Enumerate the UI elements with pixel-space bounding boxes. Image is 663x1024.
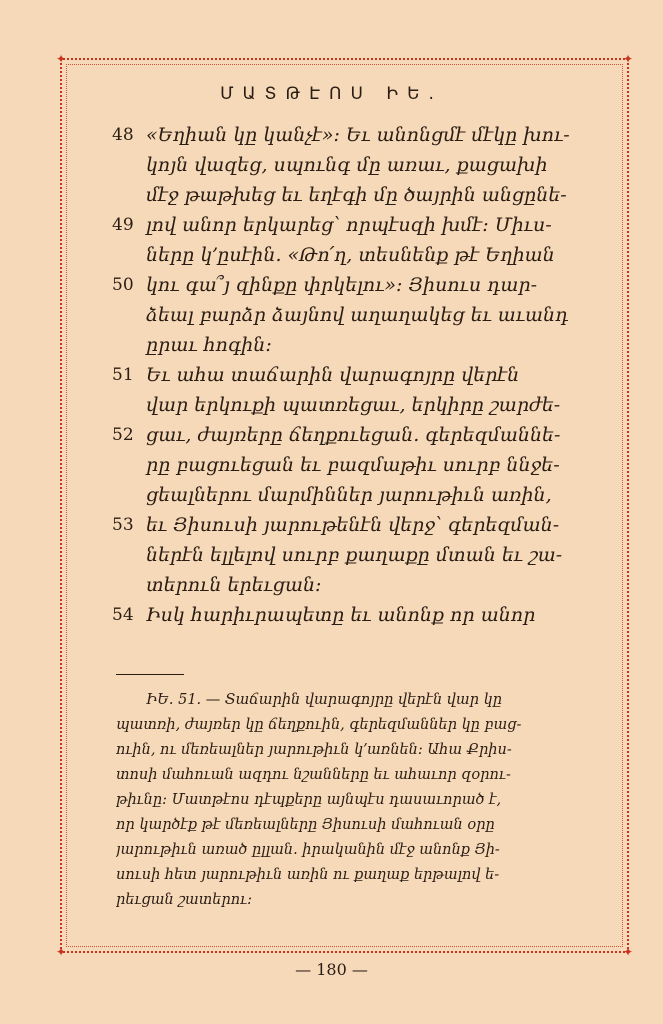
verse-line xyxy=(112,600,582,630)
verse-line-text: լով անոր երկարեց՝ որպէսզի խմէ։ Միւս- xyxy=(146,214,552,236)
verse-number: 52 xyxy=(112,425,134,445)
footnote-line: ուին, ու մեռեալներ յարութիւն կ՚առնեն։ Ահա Քրիս- xyxy=(116,742,512,758)
page-title: ՄԱՏԹԷՈՍ ԻԵ. xyxy=(220,84,443,104)
footnote-line: թիւնը։ Մատթէոս դէպքերը այնպէս դասաւորած է, xyxy=(116,792,502,808)
verse-line xyxy=(112,420,582,450)
verse-line-text: կու գա՞յ զինքը փրկելու»։ Յիսուս դար- xyxy=(146,274,538,296)
verse-line-text: վար երկուքի պատռեցաւ, երկիրը շարժե- xyxy=(146,394,561,416)
corner-ornament-icon: ✦ xyxy=(623,52,634,66)
corner-ornament-icon: ✦ xyxy=(56,52,67,66)
verse-number: 53 xyxy=(112,515,134,535)
verse-line xyxy=(112,210,582,240)
footnote-line: տոսի մահուան ազդու նշանները եւ ահաւոր զօրու- xyxy=(116,767,511,783)
footnote xyxy=(116,688,586,913)
verse-number: 48 xyxy=(112,125,134,145)
verse-line xyxy=(112,270,582,300)
footnote-line: սուսի հետ յարութիւն առին ու քաղաք երթալով ե- xyxy=(116,867,500,883)
verse-text xyxy=(112,120,582,630)
verse-line-text: ներէն ելլելով սուրբ քաղաքը մտան եւ շա- xyxy=(146,544,563,566)
verse-number: 54 xyxy=(112,605,134,625)
verse-line xyxy=(112,480,582,510)
verse-line xyxy=(112,120,582,150)
footnote-line: որ կարծէք թէ մեռեալները Յիսուսի մահուան օրը xyxy=(116,817,495,833)
footnote-line: պատռի, ժայռեր կը ճեղքուին, գերեզմաններ կը բաց- xyxy=(116,717,522,733)
verse-line-text: «Եղիան կը կանչէ»։ Եւ անոնցմէ մէկը խու- xyxy=(146,124,570,146)
verse-line-text: ըրաւ հոգին։ xyxy=(146,334,272,356)
verse-line xyxy=(112,540,582,570)
verse-line xyxy=(112,300,582,330)
verse-line-text: ցաւ, ժայռերը ճեղքուեցան. գերեզմաննե- xyxy=(146,424,561,446)
footnote-line: ԻԵ. 51. — Տաճարին վարագոյրը վերէն վար կը xyxy=(146,692,502,708)
verse-number: 51 xyxy=(112,365,134,385)
verse-line xyxy=(112,180,582,210)
verse-line-text: Իսկ հարիւրապետը եւ անոնք որ անոր xyxy=(146,604,536,626)
verse-line xyxy=(112,510,582,540)
footnote-line: յարութիւն առած ըլլան. իրականին մէջ անոնք Յի- xyxy=(116,842,500,858)
verse-line-text: եւ Յիսուսի յարութենէն վերջ՝ գերեզման- xyxy=(146,514,560,536)
footnote-line: րեւցան շատերու։ xyxy=(116,892,253,908)
verse-line xyxy=(112,150,582,180)
verse-line-text: ները կ՚ըսէին. «Թո՛ղ, տեսնենք թէ Եղիան xyxy=(146,244,555,266)
verse-line-text: ձեալ բարձր ձայնով աղաղակեց եւ աւանդ xyxy=(146,304,569,326)
corner-ornament-icon: ✦ xyxy=(623,945,634,959)
verse-line-text: մէջ թաթխեց եւ եղէգի մը ծայրին անցընե- xyxy=(146,184,567,206)
verse-number: 50 xyxy=(112,275,134,295)
verse-line xyxy=(112,240,582,270)
corner-ornament-icon: ✦ xyxy=(56,945,67,959)
verse-line-text: րը բացուեցան եւ բազմաթիւ սուրբ ննջե- xyxy=(146,454,560,476)
verse-line xyxy=(112,570,582,600)
verse-number: 49 xyxy=(112,215,134,235)
page-number: — 180 — xyxy=(295,960,368,979)
footnote-divider xyxy=(116,674,184,675)
verse-line xyxy=(112,360,582,390)
verse-line xyxy=(112,390,582,420)
verse-line xyxy=(112,330,582,360)
verse-line-text: տերուն երեւցան։ xyxy=(146,574,322,596)
verse-line-text: ցեալներու մարմիններ յարութիւն առին, xyxy=(146,484,552,506)
verse-line xyxy=(112,450,582,480)
verse-line-text: Եւ ահա տաճարին վարագոյրը վերէն xyxy=(146,364,520,386)
verse-line-text: կոյն վազեց, սպունգ մը առաւ, քացախի xyxy=(146,154,548,176)
